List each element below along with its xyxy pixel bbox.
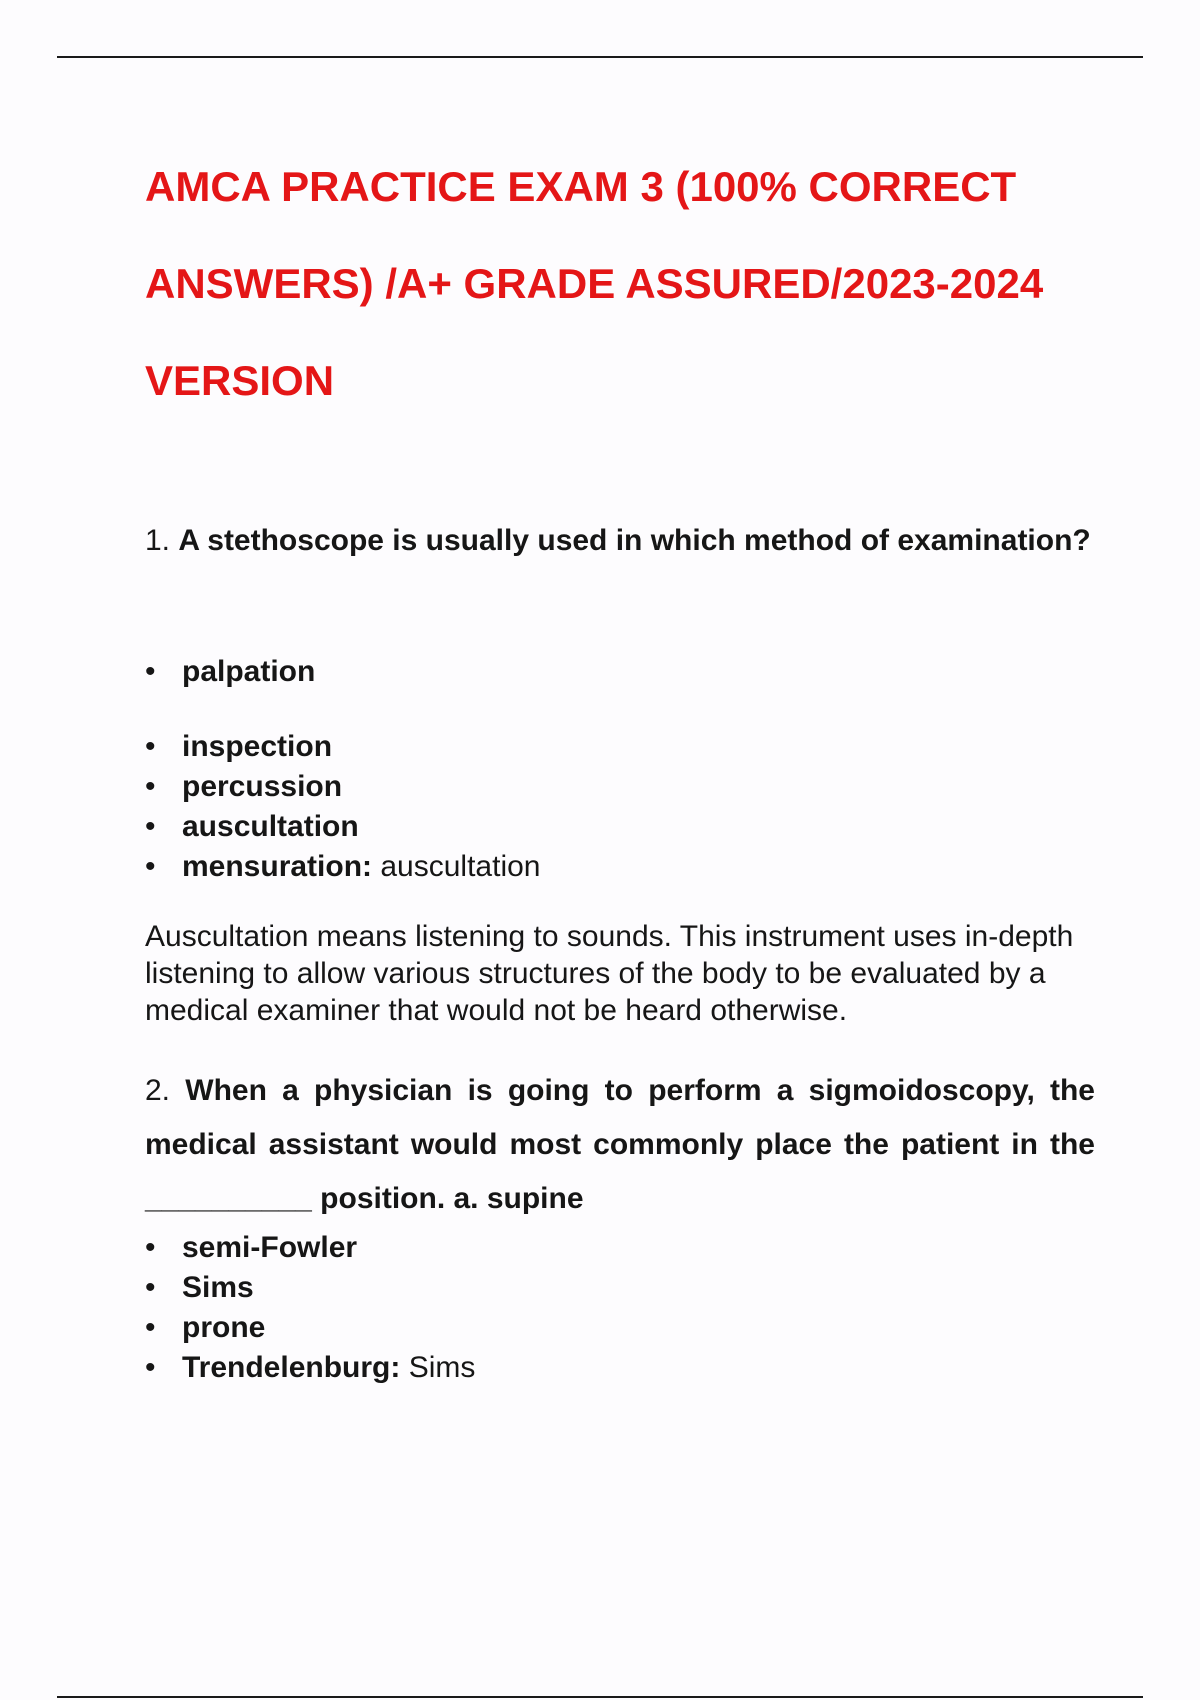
option-label: percussion [182, 770, 343, 803]
list-item [145, 1268, 1095, 1308]
bullet-icon: • [145, 1351, 156, 1384]
question-1-option-a [145, 652, 1095, 692]
bullet-icon: • [145, 655, 156, 688]
explanation: Auscultation means listening to sounds. This instrument uses in-depth listening to allow various structures of the body to be evaluated by a medical examiner that would not be heard otherwise. [145, 920, 1074, 1027]
list-item [145, 1228, 1095, 1268]
question-1-options [145, 727, 1095, 887]
list-item [145, 767, 1095, 807]
list-item [145, 807, 1095, 847]
question-text: A stethoscope is usually used in which method of examination? [178, 524, 1091, 557]
list-item [145, 727, 1095, 767]
top-rule [57, 56, 1143, 58]
option-label: Sims [182, 1271, 254, 1304]
bullet-icon: • [145, 1311, 156, 1344]
list-item [145, 652, 1095, 692]
question-1 [145, 506, 1095, 576]
bullet-icon: • [145, 810, 156, 843]
option-label: mensuration: [182, 850, 373, 883]
option-label: auscultation [182, 810, 359, 843]
list-item [145, 847, 1095, 887]
option-label: Trendelenburg: [182, 1351, 401, 1384]
bullet-icon: • [145, 730, 156, 763]
document-title [145, 138, 1105, 429]
bullet-icon: • [145, 1271, 156, 1304]
question-2-options [145, 1228, 1095, 1388]
bullet-icon: • [145, 1231, 156, 1264]
bottom-rule [57, 1696, 1143, 1698]
bullet-icon: • [145, 770, 156, 803]
question-text: When a physician is going to perform a sigmoidoscopy, the medical assistant would most commonly place the patient in the __________ position. a. supine [145, 1074, 1095, 1215]
question-number: 2. [145, 1074, 171, 1107]
answer-text: auscultation [380, 850, 541, 883]
answer-text: Sims [408, 1351, 476, 1384]
title-line: AMCA PRACTICE EXAM 3 (100% CORRECT [145, 163, 1017, 210]
bullet-icon: • [145, 850, 156, 883]
title-line: ANSWERS) /A+ GRADE ASSURED/2023-2024 [145, 260, 1044, 307]
list-item [145, 1348, 1095, 1388]
question-number: 1. [145, 524, 171, 557]
option-label: prone [182, 1311, 266, 1344]
list-item [145, 1308, 1095, 1348]
question-2 [145, 1064, 1095, 1226]
option-label: semi-Fowler [182, 1231, 358, 1264]
option-label: palpation [182, 655, 316, 688]
option-label: inspection [182, 730, 333, 763]
title-line: VERSION [145, 357, 335, 404]
